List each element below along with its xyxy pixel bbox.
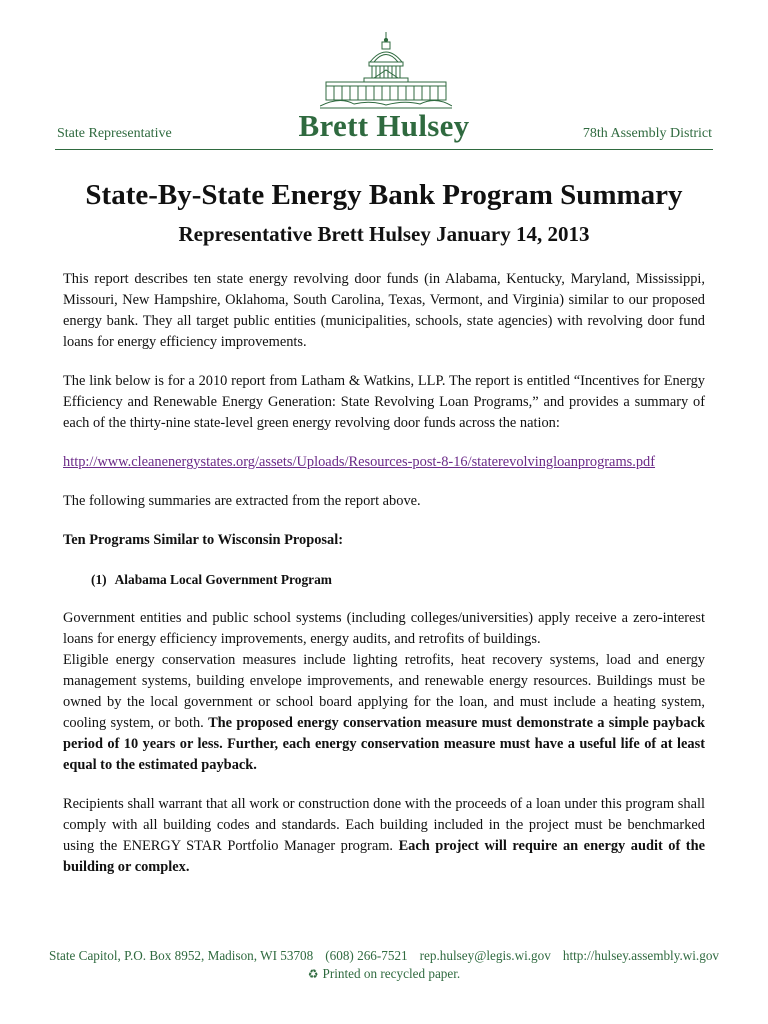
- footer-address: State Capitol, P.O. Box 8952, Madison, WI 53708: [48, 948, 314, 963]
- requirements-bold-text: Each project will require an energy audit of the building or complex.: [63, 838, 705, 875]
- footer-website: http://hulsey.assembly.wi.gov: [562, 948, 720, 963]
- document-subtitle: Representative Brett Hulsey January 14, 2013: [178, 222, 590, 246]
- district-label: 78th Assembly District: [582, 126, 712, 141]
- capitol-building-icon: [320, 30, 452, 110]
- footer-contact-line: [0, 948, 768, 964]
- program-requirements-paragraph: [63, 794, 705, 878]
- report-link-paragraph: [63, 452, 705, 473]
- measures-bold-text: The proposed energy conservation measure must demonstrate a simple payback period of 10 years or less. Further, each energy conservation measure must have a useful life of at least equal to the estimated payback.: [63, 715, 705, 773]
- program-number: (1): [91, 572, 107, 587]
- representative-name: Brett Hulsey: [298, 108, 470, 143]
- recycled-text: Printed on recycled paper.: [322, 966, 461, 981]
- letterhead: [0, 0, 768, 160]
- program-heading: [63, 569, 705, 590]
- document-title: State-By-State Energy Bank Program Summary: [85, 179, 683, 211]
- document-body: [63, 176, 705, 878]
- program-title: Alabama Local Government Program: [114, 572, 332, 587]
- program-eligibility-paragraph: Government entities and public school systems (including colleges/universities) apply receive a zero-interest loans for energy efficiency improvements, energy audits, and retrofits of buildings.: [63, 610, 705, 647]
- section-heading: Ten Programs Similar to Wisconsin Proposal:: [63, 532, 343, 548]
- footer-email: rep.hulsey@legis.wi.gov: [419, 948, 551, 963]
- measures-text: Eligible energy conservation measures include lighting retrofits, heat recovery systems, load and energy management systems, building envelope improvements, and renewable energy resources. Buildings must be owned by the local government or school board applying for the loan, and must include a heating system, cooling system, or both.: [63, 652, 705, 731]
- footer: [0, 948, 768, 982]
- report-paragraph: The link below is for a 2010 report from Latham & Watkins, LLP. The report is entitled “Incentives for Energy Efficiency and Renewable Energy Generation: State Revolving Loan Programs,” and provides a summary of each of the thirty-nine state-level green energy revolving door funds across the nation:: [63, 373, 705, 431]
- report-link[interactable]: http://www.cleanenergystates.org/assets/Uploads/Resources-post-8-16/staterevolvingloanprograms.pdf: [63, 454, 656, 470]
- footer-recycled-line: [0, 966, 768, 982]
- intro-paragraph: This report describes ten state energy revolving door funds (in Alabama, Kentucky, Maryland, Mississippi, Missouri, New Hampshire, Oklahoma, South Carolina, Texas, Vermont, and Virginia) similar to our proposed energy bank. They all target public entities (municipalities, schools, state agencies) with revolving door fund loans for energy efficiency improvements.: [63, 271, 705, 350]
- letterhead-divider: [55, 149, 713, 150]
- program-measures-paragraph: [63, 650, 705, 776]
- representative-label: State Representative: [57, 126, 172, 141]
- footer-phone: (608) 266-7521: [325, 948, 408, 963]
- requirements-text: Recipients shall warrant that all work or construction done with the proceeds of a loan under this program shall comply with all building codes and standards. Each building included in the project must be benchmarked using the ENERGY STAR Portfolio Manager program.: [63, 796, 705, 854]
- recycle-icon: ♻: [307, 967, 319, 981]
- summaries-note: The following summaries are extracted from the report above.: [63, 493, 421, 509]
